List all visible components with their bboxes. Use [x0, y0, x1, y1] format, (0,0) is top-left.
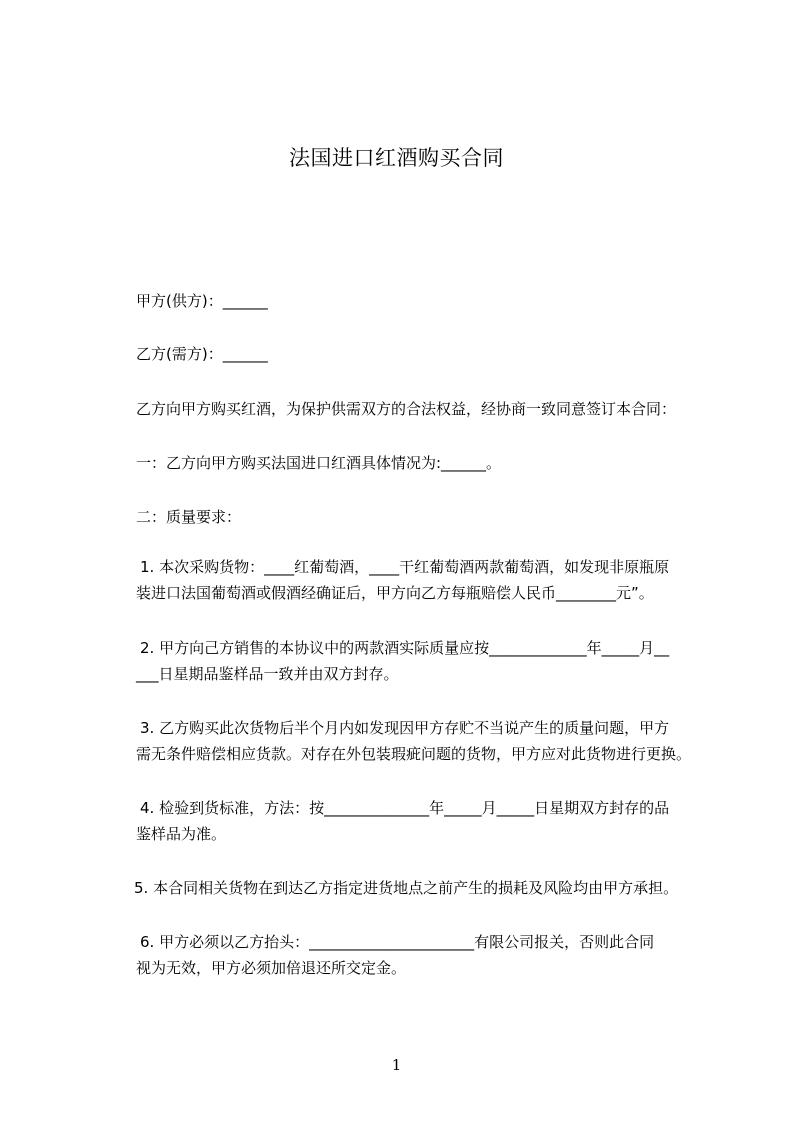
clause-6-line-1: 6. 甲方必须以乙方抬头：______________________有限公司报关，否则此合同 [140, 933, 655, 951]
party-a-line: 甲方(供方)：______ [136, 292, 268, 310]
section-2-heading: 二：质量要求： [136, 508, 242, 526]
clause-1-line-2: 装进口法国葡萄酒或假酒经确证后，甲方向乙方每瓶赔偿人民币________元”。 [136, 584, 654, 602]
preamble-paragraph: 乙方向甲方购买红酒，为保护供需双方的合法权益，经协商一致同意签订本合同： [136, 400, 677, 418]
clause-3-line-1: 3. 乙方购买此次货物后半个月内如发现因甲方存贮不当说产生的质量问题，甲方 [140, 719, 670, 737]
contract-title: 法国进口红酒购买合同 [289, 146, 504, 170]
clause-4-line-1: 4. 检验到货标准，方法：按______________年_____月_____日星期双方封存的品 [140, 799, 670, 817]
party-b-line: 乙方(需方)：______ [136, 345, 268, 363]
clause-6-line-2: 视为无效，甲方必须加倍退还所交定金。 [136, 959, 407, 977]
clause-5-line-1: 5. 本合同相关货物在到达乙方指定进货地点之前产生的损耗及风险均由甲方承担。 [134, 879, 679, 897]
clause-2-line-2: ___日星期品鉴样品一致并由双方封存。 [136, 665, 399, 683]
section-1-heading: 一：乙方向甲方购买法国进口红酒具体情况为:______。 [136, 454, 502, 472]
clause-2-line-1: 2. 甲方向己方销售的本协议中的两款酒实际质量应按_____________年_____月__ [140, 639, 670, 657]
clause-4-line-2: 鉴样品为准。 [136, 825, 227, 843]
clause-1-line-1: 1. 本次采购货物：____红葡萄酒，____干红葡萄酒两款葡萄酒，如发现非原瓶原 [140, 558, 670, 576]
page-number: 1 [391, 1056, 402, 1074]
clause-3-line-2: 需无条件赔偿相应货款。对存在外包装瑕疵问题的货物，甲方应对此货物进行更换。 [136, 745, 692, 763]
